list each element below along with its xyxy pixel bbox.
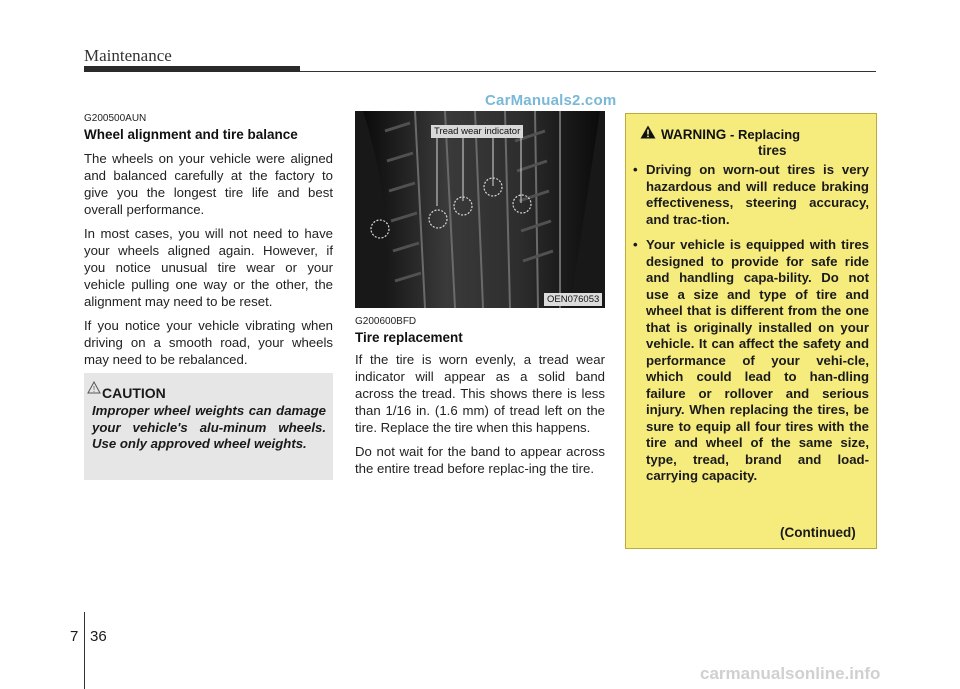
alignment-text <box>84 150 333 375</box>
page-number: 36 <box>90 628 107 645</box>
paragraph: Do not wait for the band to appear across the entire tread before replac-ing the tire. <box>355 444 605 476</box>
caution-text: Improper wheel weights can damage your vehicle's alu-minum wheels. Use only approved wheel weights. <box>92 403 326 451</box>
list-item <box>633 237 869 485</box>
svg-text:!: ! <box>92 385 96 394</box>
image-code: OEN076053 <box>544 293 602 306</box>
bullet: • <box>633 162 638 177</box>
paragraph: If you notice your vehicle vibrating when driving on a smooth road, your wheels may need to be rebalanced. <box>84 318 333 367</box>
replacement-text <box>355 351 605 484</box>
header-rule <box>300 71 876 72</box>
continued-label: (Continued) <box>780 525 856 540</box>
watermark-bottom: carmanualsonline.info <box>700 664 881 683</box>
tread-wear-indicator-label: Tread wear indicator <box>431 125 523 138</box>
footer-divider <box>84 612 85 689</box>
paragraph: If the tire is worn evenly, a tread wear indicator will appear as a solid band across the tread. This shows there is less than 1/16 in. (1.6 mm) of tread left on the tire. Replace the tire when this happens. <box>355 352 605 435</box>
caution-title: CAUTION <box>102 385 166 401</box>
warning-triangle-icon <box>640 125 656 139</box>
heading-replacement: Tire replacement <box>355 330 463 345</box>
section-code-alignment: G200500AUN <box>84 113 147 124</box>
watermark-top: CarManuals2.com <box>485 92 617 109</box>
warning-item-text: Driving on worn-out tires is very hazardous and will reduce braking effectiveness, steering accuracy, and trac-tion. <box>646 162 869 227</box>
warning-list <box>633 162 869 494</box>
section-code-replacement: G200600BFD <box>355 316 417 327</box>
list-item <box>633 162 869 228</box>
warning-subtitle-2: tires <box>758 143 787 158</box>
warning-subtitle: - Replacing <box>730 127 801 142</box>
paragraph: The wheels on your vehicle were aligned and balanced carefully at the factory to give you the longest tire life and best overall performance. <box>84 151 333 217</box>
caution-triangle-icon <box>87 381 101 394</box>
page-title: Maintenance <box>84 46 172 65</box>
heading-alignment: Wheel alignment and tire balance <box>84 127 298 142</box>
bullet: • <box>633 237 638 252</box>
warning-item-text: Your vehicle is equipped with tires designed to provide for safe ride and handling capa-bility. Do not use a size and type of tire and wheel that is different from the one that is originally installed on your vehicle. It can affect the safety and performance of your vehi-cle, which could lead to han-dling failure or rollover and serious injury. When replacing the tires, be sure to equip all four tires with the tire and wheel of the same size, type, tread, brand and load-carrying capacity. <box>646 237 869 483</box>
tire-tread-image <box>355 111 605 308</box>
header-bar <box>84 66 300 72</box>
warning-title <box>661 127 800 142</box>
warning-label: WARNING <box>661 127 727 142</box>
paragraph: In most cases, you will not need to have your wheels aligned again. However, if you notice unusual tire wear or your vehicle pulling one way or the other, the alignment may need to be reset. <box>84 226 333 309</box>
section-number: 7 <box>70 628 79 645</box>
